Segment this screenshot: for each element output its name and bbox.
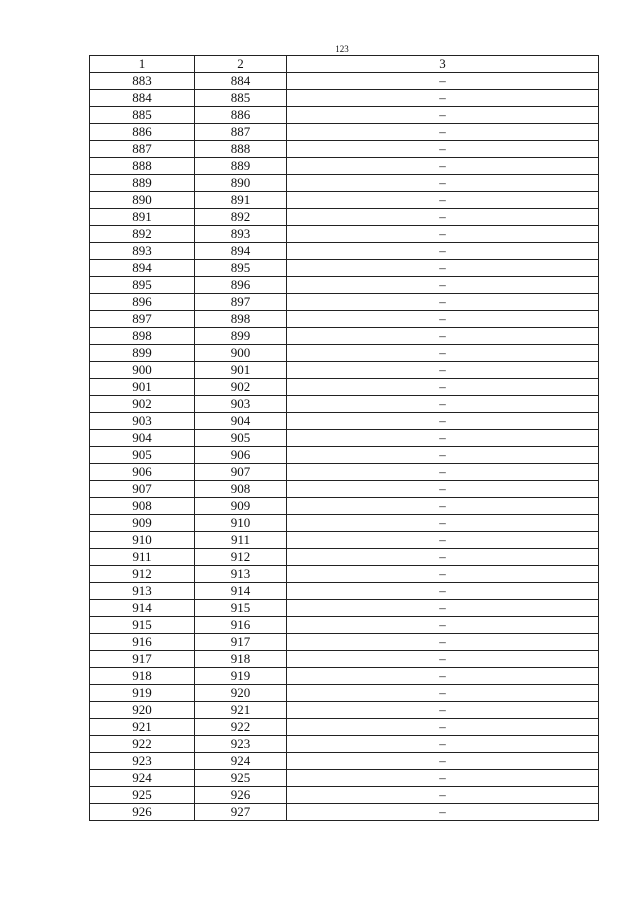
table-cell-col-2: 898	[195, 311, 287, 328]
table-cell-col-2: 901	[195, 362, 287, 379]
table-row	[90, 702, 599, 719]
table-cell-col-3: –	[287, 600, 599, 617]
table-row	[90, 396, 599, 413]
data-table	[89, 55, 599, 821]
table-cell-col-3: –	[287, 447, 599, 464]
table-cell-col-2: 885	[195, 90, 287, 107]
table-cell-col-1: 920	[90, 702, 195, 719]
table-cell-col-1: 916	[90, 634, 195, 651]
table-cell-col-1: 885	[90, 107, 195, 124]
table-cell-col-3: –	[287, 617, 599, 634]
table-cell-col-1: 899	[90, 345, 195, 362]
table-row	[90, 124, 599, 141]
table-cell-col-2: 897	[195, 294, 287, 311]
table-cell-col-3: –	[287, 396, 599, 413]
table-cell-col-2: 907	[195, 464, 287, 481]
table-row	[90, 515, 599, 532]
table-cell-col-3: –	[287, 90, 599, 107]
table-cell-col-3: –	[287, 345, 599, 362]
table-row	[90, 226, 599, 243]
table-row	[90, 787, 599, 804]
table-cell-col-2: 909	[195, 498, 287, 515]
table-row	[90, 294, 599, 311]
table-cell-col-3: –	[287, 651, 599, 668]
table-cell-col-1: 903	[90, 413, 195, 430]
table-row	[90, 277, 599, 294]
table-cell-col-3: –	[287, 685, 599, 702]
table-cell-col-2: 927	[195, 804, 287, 821]
table-cell-col-1: 893	[90, 243, 195, 260]
table-cell-col-2: 892	[195, 209, 287, 226]
table-row	[90, 481, 599, 498]
table-cell-col-1: 902	[90, 396, 195, 413]
table-cell-col-3: –	[287, 328, 599, 345]
table-cell-col-2: 896	[195, 277, 287, 294]
table-cell-col-2: 910	[195, 515, 287, 532]
table-row	[90, 379, 599, 396]
table-cell-col-2: 904	[195, 413, 287, 430]
table-cell-col-2: 913	[195, 566, 287, 583]
table-cell-col-2: 906	[195, 447, 287, 464]
table-row	[90, 634, 599, 651]
table-cell-col-3: –	[287, 702, 599, 719]
table-cell-col-2: 889	[195, 158, 287, 175]
table-cell-col-2: 891	[195, 192, 287, 209]
table-cell-col-3: –	[287, 226, 599, 243]
table-row	[90, 243, 599, 260]
table-cell-col-2: 914	[195, 583, 287, 600]
table-row	[90, 175, 599, 192]
table-cell-col-1: 913	[90, 583, 195, 600]
table-cell-col-2: 888	[195, 141, 287, 158]
table-cell-col-2: 905	[195, 430, 287, 447]
table-cell-col-3: –	[287, 277, 599, 294]
table-row	[90, 413, 599, 430]
table-cell-col-1: 900	[90, 362, 195, 379]
table-cell-col-3: –	[287, 73, 599, 90]
table-cell-col-1: 917	[90, 651, 195, 668]
table-cell-col-1: 919	[90, 685, 195, 702]
table-cell-col-3: –	[287, 566, 599, 583]
table-cell-col-3: –	[287, 209, 599, 226]
table-cell-col-1: 887	[90, 141, 195, 158]
table-cell-col-3: –	[287, 770, 599, 787]
table-cell-col-3: –	[287, 532, 599, 549]
table-cell-col-3: –	[287, 294, 599, 311]
table-cell-col-1: 889	[90, 175, 195, 192]
table-cell-col-2: 924	[195, 753, 287, 770]
table-row	[90, 158, 599, 175]
table-cell-col-2: 899	[195, 328, 287, 345]
table-cell-col-1: 925	[90, 787, 195, 804]
table-row	[90, 736, 599, 753]
table-cell-col-2: 912	[195, 549, 287, 566]
table-cell-col-2: 920	[195, 685, 287, 702]
table-row	[90, 107, 599, 124]
table-row	[90, 600, 599, 617]
table-row	[90, 430, 599, 447]
column-header-3: 3	[287, 56, 599, 73]
table-row	[90, 209, 599, 226]
table-row	[90, 311, 599, 328]
table-cell-col-3: –	[287, 107, 599, 124]
table-cell-col-3: –	[287, 243, 599, 260]
table-cell-col-1: 922	[90, 736, 195, 753]
column-header-2: 2	[195, 56, 287, 73]
table-cell-col-3: –	[287, 787, 599, 804]
table-cell-col-1: 884	[90, 90, 195, 107]
table-row	[90, 583, 599, 600]
table-cell-col-2: 925	[195, 770, 287, 787]
table-row	[90, 719, 599, 736]
header-row	[90, 56, 599, 73]
table-cell-col-3: –	[287, 158, 599, 175]
table-cell-col-1: 896	[90, 294, 195, 311]
table-cell-col-3: –	[287, 549, 599, 566]
column-header-1: 1	[90, 56, 195, 73]
table-cell-col-1: 921	[90, 719, 195, 736]
table-row	[90, 753, 599, 770]
table-row	[90, 345, 599, 362]
table-row	[90, 804, 599, 821]
table-cell-col-2: 911	[195, 532, 287, 549]
table-row	[90, 260, 599, 277]
table-row	[90, 498, 599, 515]
table-row	[90, 328, 599, 345]
table-cell-col-3: –	[287, 413, 599, 430]
table-cell-col-2: 902	[195, 379, 287, 396]
table-row	[90, 73, 599, 90]
table-cell-col-1: 895	[90, 277, 195, 294]
table-row	[90, 362, 599, 379]
table-cell-col-1: 892	[90, 226, 195, 243]
table-cell-col-1: 894	[90, 260, 195, 277]
table-cell-col-2: 900	[195, 345, 287, 362]
table-cell-col-1: 909	[90, 515, 195, 532]
table-row	[90, 770, 599, 787]
table-cell-col-3: –	[287, 141, 599, 158]
table-cell-col-3: –	[287, 430, 599, 447]
table-cell-col-1: 891	[90, 209, 195, 226]
table-cell-col-2: 923	[195, 736, 287, 753]
table-row	[90, 192, 599, 209]
table-cell-col-2: 915	[195, 600, 287, 617]
table-row	[90, 447, 599, 464]
table-cell-col-2: 886	[195, 107, 287, 124]
table-cell-col-2: 922	[195, 719, 287, 736]
table-cell-col-3: –	[287, 260, 599, 277]
table-row	[90, 90, 599, 107]
table-cell-col-2: 918	[195, 651, 287, 668]
table-cell-col-1: 907	[90, 481, 195, 498]
table-cell-col-1: 898	[90, 328, 195, 345]
table-cell-col-3: –	[287, 668, 599, 685]
table-cell-col-1: 924	[90, 770, 195, 787]
table-cell-col-1: 908	[90, 498, 195, 515]
table-cell-col-1: 905	[90, 447, 195, 464]
table-cell-col-1: 911	[90, 549, 195, 566]
table-row	[90, 617, 599, 634]
table-cell-col-2: 894	[195, 243, 287, 260]
table-cell-col-2: 895	[195, 260, 287, 277]
table-cell-col-1: 926	[90, 804, 195, 821]
table-cell-col-3: –	[287, 379, 599, 396]
table-cell-col-3: –	[287, 481, 599, 498]
table-cell-col-2: 890	[195, 175, 287, 192]
table-cell-col-1: 914	[90, 600, 195, 617]
table-cell-col-1: 923	[90, 753, 195, 770]
table-cell-col-3: –	[287, 583, 599, 600]
table-cell-col-3: –	[287, 753, 599, 770]
table-cell-col-1: 890	[90, 192, 195, 209]
table-cell-col-2: 916	[195, 617, 287, 634]
table-cell-col-3: –	[287, 719, 599, 736]
table-cell-col-2: 919	[195, 668, 287, 685]
table-header	[90, 56, 599, 73]
table-cell-col-3: –	[287, 804, 599, 821]
table-cell-col-1: 915	[90, 617, 195, 634]
table-cell-col-3: –	[287, 736, 599, 753]
table-row	[90, 685, 599, 702]
table-cell-col-1: 910	[90, 532, 195, 549]
table-cell-col-2: 917	[195, 634, 287, 651]
table-cell-col-3: –	[287, 362, 599, 379]
table-row	[90, 532, 599, 549]
table-cell-col-2: 926	[195, 787, 287, 804]
table-cell-col-1: 886	[90, 124, 195, 141]
table-cell-col-3: –	[287, 175, 599, 192]
table-cell-col-1: 906	[90, 464, 195, 481]
table-body	[90, 73, 599, 821]
table-cell-col-3: –	[287, 498, 599, 515]
table-row	[90, 651, 599, 668]
table-row	[90, 549, 599, 566]
table-cell-col-2: 884	[195, 73, 287, 90]
table-cell-col-1: 901	[90, 379, 195, 396]
table-row	[90, 141, 599, 158]
table-cell-col-2: 908	[195, 481, 287, 498]
table-cell-col-3: –	[287, 192, 599, 209]
table-cell-col-3: –	[287, 515, 599, 532]
table-cell-col-1: 888	[90, 158, 195, 175]
table-cell-col-2: 887	[195, 124, 287, 141]
table-row	[90, 566, 599, 583]
table-cell-col-1: 897	[90, 311, 195, 328]
page-number: 123	[335, 44, 349, 54]
table-cell-col-3: –	[287, 124, 599, 141]
table-cell-col-2: 893	[195, 226, 287, 243]
table-row	[90, 668, 599, 685]
table-cell-col-2: 921	[195, 702, 287, 719]
table-row	[90, 464, 599, 481]
table-cell-col-1: 904	[90, 430, 195, 447]
table-cell-col-1: 918	[90, 668, 195, 685]
table-cell-col-3: –	[287, 634, 599, 651]
table-cell-col-3: –	[287, 464, 599, 481]
table-cell-col-3: –	[287, 311, 599, 328]
table-cell-col-2: 903	[195, 396, 287, 413]
table-cell-col-1: 912	[90, 566, 195, 583]
table-cell-col-1: 883	[90, 73, 195, 90]
